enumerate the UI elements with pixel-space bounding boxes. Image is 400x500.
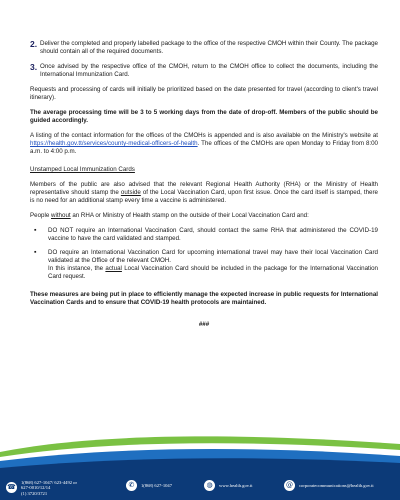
stamp-paragraph: [30, 181, 378, 205]
document-body: [30, 40, 378, 329]
people-paragraph: [30, 212, 378, 220]
footer-phone-group: [6, 480, 77, 496]
bullet-text: DO NOT require an International Vaccination Card, should contact the same RHA that administered the COVID-19 vaccine to have the card validated and stamped.: [48, 227, 378, 242]
globe-icon: ◍: [204, 480, 215, 491]
item-text: Once advised by the respective office of the CMOH, return to the CMOH office to collect the documents, including the International Immunization Card.: [40, 63, 378, 78]
bullet-underlined: actual: [105, 265, 122, 272]
bullet-text: [48, 249, 378, 281]
contact-paragraph: [30, 132, 378, 156]
bullet-line: DO require an International Vaccination Card for upcoming international travel may have their local Vaccination Card validated at the Office of the relevant CMOH.: [48, 249, 378, 264]
phone-line-3: (1) 3720/3721: [21, 490, 48, 496]
contact-text-before: A listing of the contact information for the offices of the CMOHs is appended and is also available on the Ministry's website at: [30, 132, 378, 139]
stamp-text-after: of the Local Vaccination Card, upon first issue. Once the card itself is stamped, there is no need for an additional stamp every time a vaccine is administered.: [30, 189, 378, 204]
processing-time-paragraph: The average processing time will be 3 to 5 working days from the date of drop-off. Members of the public should be guided accordingly.: [30, 109, 378, 124]
item-number: 2.: [30, 39, 38, 49]
stamp-text-before: Members of the public are also advised that the relevant Regional Health Authority (RHA) or the Ministry of Health representative should stamp the: [30, 181, 378, 196]
phone-numbers: [21, 480, 77, 496]
numbered-item-3: [30, 63, 378, 79]
footer-banner: [0, 430, 400, 500]
numbered-item-2: [30, 40, 378, 56]
section-heading: Unstamped Local Immunization Cards: [30, 166, 135, 173]
cmoh-link[interactable]: https://health.gov.tt/services/county-medical-officers-of-health: [30, 140, 198, 147]
footer-contact-row: [0, 472, 400, 496]
main-phone: 1(868) 627-1047: [141, 482, 173, 488]
website-link[interactable]: www.health.gov.tt: [219, 482, 253, 488]
phone-icon: ☎: [6, 482, 17, 493]
stamp-underlined: outside: [120, 189, 141, 196]
bullet-item: [30, 249, 378, 281]
bullet-line-after: Local Vaccination Card should be included in the package for the International Vaccination Card request.: [48, 265, 378, 280]
footer-email-group: [284, 480, 374, 491]
email-icon: @: [284, 480, 295, 491]
bullet-icon: ▪: [34, 249, 37, 256]
bullet-icon: ▪: [34, 227, 37, 234]
closing-paragraph: These measures are being put in place to efficiently manage the expected increase in public requests for International Vaccination Cards and to ensure that COVID-19 health protocols are maintained.: [30, 291, 378, 306]
contact-text-after: . The offices of the CMOHs are open Monday to Friday from 8:00 a.m. to 4:00 p.m.: [30, 140, 378, 155]
people-underlined: without: [51, 212, 71, 219]
item-text: Deliver the completed and properly labelled package to the office of the respective CMOH within their County. The package should contain all of the required documents.: [40, 40, 378, 55]
item-number: 3.: [30, 62, 38, 72]
end-mark: ###: [198, 321, 210, 328]
priority-paragraph: Requests and processing of cards will initially be prioritized based on the date presented for travel (according to client's travel itinerary).: [30, 86, 378, 101]
people-text-before: People: [30, 212, 51, 219]
footer-web-group: [204, 480, 252, 491]
email-link[interactable]: corporatecommunications@health.gov.tt: [299, 482, 374, 488]
people-text-after: an RHA or Ministry of Health stamp on the outside of their Local Vaccination Card and:: [70, 212, 309, 219]
bullet-line-before: In this instance, the: [48, 265, 106, 272]
phone-line-2: 627-0010/12/14: [21, 485, 51, 491]
bullet-item: [30, 227, 378, 243]
phone-line-1: 1(868) 627-1047/ 623-4492 or: [21, 479, 78, 485]
fax-icon: ✆: [126, 480, 137, 491]
footer-fax-group: [126, 480, 172, 491]
